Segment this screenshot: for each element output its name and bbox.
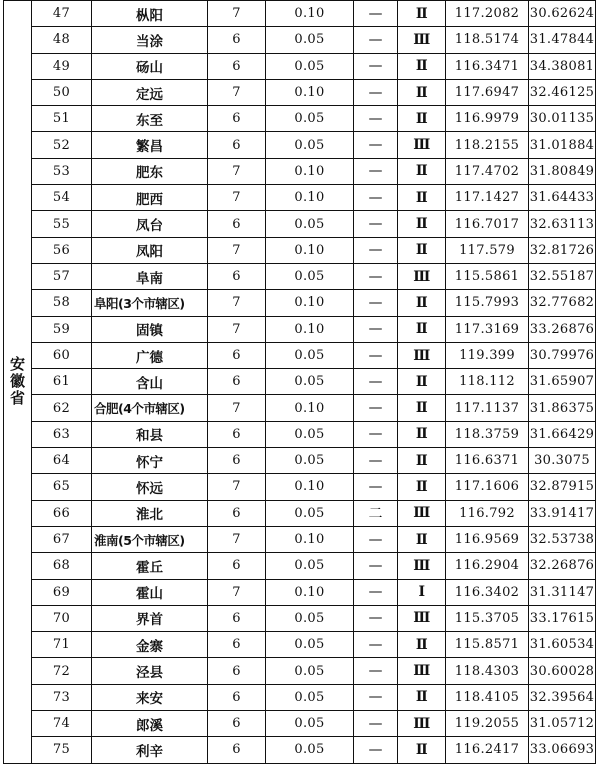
acceleration-cell: 0.05 bbox=[266, 500, 354, 526]
intensity-cell: 6 bbox=[208, 605, 266, 631]
county-name-cell: 淮北 bbox=[92, 500, 208, 526]
acceleration-cell: 0.05 bbox=[266, 605, 354, 631]
county-name-cell: 郎溪 bbox=[92, 711, 208, 737]
intensity-cell: 6 bbox=[208, 342, 266, 368]
design-group-cell: — bbox=[354, 27, 398, 53]
design-group-cell: — bbox=[354, 1, 398, 27]
acceleration-cell: 0.10 bbox=[266, 474, 354, 500]
intensity-cell: 7 bbox=[208, 526, 266, 552]
latitude-cell: 32.63113 bbox=[529, 211, 596, 237]
table-row bbox=[4, 526, 596, 552]
longitude-cell: 116.9569 bbox=[446, 526, 529, 552]
latitude-cell: 31.64433 bbox=[529, 185, 596, 211]
table-row bbox=[4, 237, 596, 263]
longitude-cell: 118.2155 bbox=[446, 132, 529, 158]
latitude-cell: 31.60534 bbox=[529, 632, 596, 658]
latitude-cell: 31.80849 bbox=[529, 158, 596, 184]
site-class-cell: Ⅱ bbox=[398, 185, 446, 211]
table-row bbox=[4, 500, 596, 526]
table-row bbox=[4, 263, 596, 289]
row-number-cell: 73 bbox=[32, 684, 92, 710]
latitude-cell: 30.01135 bbox=[529, 106, 596, 132]
county-name-cell: 肥西 bbox=[92, 185, 208, 211]
latitude-cell: 33.26876 bbox=[529, 316, 596, 342]
design-group-cell: — bbox=[354, 132, 398, 158]
row-number-cell: 56 bbox=[32, 237, 92, 263]
row-number-cell: 55 bbox=[32, 211, 92, 237]
table-row bbox=[4, 185, 596, 211]
row-number-cell: 51 bbox=[32, 106, 92, 132]
table-row bbox=[4, 553, 596, 579]
county-name-cell: 怀宁 bbox=[92, 448, 208, 474]
longitude-cell: 115.5861 bbox=[446, 263, 529, 289]
table-row bbox=[4, 448, 596, 474]
latitude-cell: 32.46125 bbox=[529, 79, 596, 105]
longitude-cell: 118.112 bbox=[446, 369, 529, 395]
site-class-cell: Ⅲ bbox=[398, 263, 446, 289]
longitude-cell: 117.1606 bbox=[446, 474, 529, 500]
design-group-cell: — bbox=[354, 421, 398, 447]
intensity-cell: 6 bbox=[208, 500, 266, 526]
table-row bbox=[4, 316, 596, 342]
site-class-cell: Ⅰ bbox=[398, 579, 446, 605]
latitude-cell: 30.3075 bbox=[529, 448, 596, 474]
site-class-cell: Ⅱ bbox=[398, 448, 446, 474]
latitude-cell: 31.31147 bbox=[529, 579, 596, 605]
acceleration-cell: 0.10 bbox=[266, 79, 354, 105]
design-group-cell: — bbox=[354, 605, 398, 631]
design-group-cell: — bbox=[354, 53, 398, 79]
row-number-cell: 68 bbox=[32, 553, 92, 579]
county-name-cell: 金寨 bbox=[92, 632, 208, 658]
county-name-cell: 利辛 bbox=[92, 737, 208, 763]
acceleration-cell: 0.10 bbox=[266, 395, 354, 421]
county-name-cell: 肥东 bbox=[92, 158, 208, 184]
latitude-cell: 31.66429 bbox=[529, 421, 596, 447]
county-name-cell: 和县 bbox=[92, 421, 208, 447]
site-class-cell: Ⅱ bbox=[398, 526, 446, 552]
design-group-cell: — bbox=[354, 553, 398, 579]
site-class-cell: Ⅱ bbox=[398, 79, 446, 105]
site-class-cell: Ⅲ bbox=[398, 658, 446, 684]
table-row bbox=[4, 53, 596, 79]
acceleration-cell: 0.10 bbox=[266, 290, 354, 316]
acceleration-cell: 0.10 bbox=[266, 526, 354, 552]
site-class-cell: Ⅱ bbox=[398, 290, 446, 316]
acceleration-cell: 0.05 bbox=[266, 211, 354, 237]
site-class-cell: Ⅲ bbox=[398, 553, 446, 579]
intensity-cell: 6 bbox=[208, 737, 266, 763]
row-number-cell: 52 bbox=[32, 132, 92, 158]
design-group-cell: — bbox=[354, 106, 398, 132]
site-class-cell: Ⅱ bbox=[398, 737, 446, 763]
latitude-cell: 32.81726 bbox=[529, 237, 596, 263]
intensity-cell: 6 bbox=[208, 658, 266, 684]
design-group-cell: — bbox=[354, 369, 398, 395]
latitude-cell: 31.65907 bbox=[529, 369, 596, 395]
site-class-cell: Ⅲ bbox=[398, 500, 446, 526]
acceleration-cell: 0.05 bbox=[266, 342, 354, 368]
acceleration-cell: 0.05 bbox=[266, 737, 354, 763]
intensity-cell: 7 bbox=[208, 290, 266, 316]
longitude-cell: 117.1137 bbox=[446, 395, 529, 421]
design-group-cell: — bbox=[354, 711, 398, 737]
county-name-cell: 东至 bbox=[92, 106, 208, 132]
county-name-cell: 广德 bbox=[92, 342, 208, 368]
longitude-cell: 117.579 bbox=[446, 237, 529, 263]
table-row bbox=[4, 658, 596, 684]
site-class-cell: Ⅱ bbox=[398, 369, 446, 395]
intensity-cell: 6 bbox=[208, 106, 266, 132]
site-class-cell: Ⅱ bbox=[398, 316, 446, 342]
longitude-cell: 116.2417 bbox=[446, 737, 529, 763]
row-number-cell: 62 bbox=[32, 395, 92, 421]
intensity-cell: 7 bbox=[208, 185, 266, 211]
intensity-cell: 6 bbox=[208, 632, 266, 658]
longitude-cell: 117.1427 bbox=[446, 185, 529, 211]
acceleration-cell: 0.10 bbox=[266, 158, 354, 184]
county-name-cell: 凤阳 bbox=[92, 237, 208, 263]
table-row bbox=[4, 106, 596, 132]
county-name-cell: 阜阳(3个市辖区) bbox=[92, 290, 208, 316]
acceleration-cell: 0.05 bbox=[266, 53, 354, 79]
site-class-cell: Ⅲ bbox=[398, 605, 446, 631]
latitude-cell: 32.77682 bbox=[529, 290, 596, 316]
design-group-cell: — bbox=[354, 395, 398, 421]
intensity-cell: 6 bbox=[208, 263, 266, 289]
design-group-cell: — bbox=[354, 526, 398, 552]
intensity-cell: 6 bbox=[208, 132, 266, 158]
intensity-cell: 6 bbox=[208, 211, 266, 237]
row-number-cell: 64 bbox=[32, 448, 92, 474]
longitude-cell: 116.3471 bbox=[446, 53, 529, 79]
acceleration-cell: 0.05 bbox=[266, 632, 354, 658]
site-class-cell: Ⅲ bbox=[398, 132, 446, 158]
longitude-cell: 116.7017 bbox=[446, 211, 529, 237]
site-class-cell: Ⅱ bbox=[398, 158, 446, 184]
longitude-cell: 118.4105 bbox=[446, 684, 529, 710]
longitude-cell: 118.3759 bbox=[446, 421, 529, 447]
design-group-cell: — bbox=[354, 684, 398, 710]
longitude-cell: 117.4702 bbox=[446, 158, 529, 184]
county-name-cell: 霍山 bbox=[92, 579, 208, 605]
row-number-cell: 58 bbox=[32, 290, 92, 316]
latitude-cell: 30.62624 bbox=[529, 1, 596, 27]
latitude-cell: 31.86375 bbox=[529, 395, 596, 421]
intensity-cell: 6 bbox=[208, 421, 266, 447]
table-row bbox=[4, 711, 596, 737]
row-number-cell: 48 bbox=[32, 27, 92, 53]
intensity-cell: 6 bbox=[208, 553, 266, 579]
design-group-cell: — bbox=[354, 342, 398, 368]
acceleration-cell: 0.10 bbox=[266, 237, 354, 263]
latitude-cell: 30.79976 bbox=[529, 342, 596, 368]
acceleration-cell: 0.05 bbox=[266, 132, 354, 158]
design-group-cell: — bbox=[354, 474, 398, 500]
county-name-cell: 界首 bbox=[92, 605, 208, 631]
latitude-cell: 32.26876 bbox=[529, 553, 596, 579]
longitude-cell: 115.7993 bbox=[446, 290, 529, 316]
row-number-cell: 57 bbox=[32, 263, 92, 289]
county-name-cell: 固镇 bbox=[92, 316, 208, 342]
site-class-cell: Ⅱ bbox=[398, 395, 446, 421]
row-number-cell: 72 bbox=[32, 658, 92, 684]
row-number-cell: 74 bbox=[32, 711, 92, 737]
county-name-cell: 合肥(4个市辖区) bbox=[92, 395, 208, 421]
table-row bbox=[4, 211, 596, 237]
county-name-cell: 含山 bbox=[92, 369, 208, 395]
longitude-cell: 116.6371 bbox=[446, 448, 529, 474]
design-group-cell: — bbox=[354, 579, 398, 605]
table-row bbox=[4, 290, 596, 316]
table-row bbox=[4, 605, 596, 631]
county-name-cell: 怀远 bbox=[92, 474, 208, 500]
table-row bbox=[4, 421, 596, 447]
site-class-cell: Ⅲ bbox=[398, 27, 446, 53]
intensity-cell: 7 bbox=[208, 1, 266, 27]
intensity-cell: 7 bbox=[208, 316, 266, 342]
acceleration-cell: 0.05 bbox=[266, 27, 354, 53]
site-class-cell: Ⅱ bbox=[398, 53, 446, 79]
row-number-cell: 53 bbox=[32, 158, 92, 184]
county-name-cell: 来安 bbox=[92, 684, 208, 710]
site-class-cell: Ⅱ bbox=[398, 684, 446, 710]
acceleration-cell: 0.05 bbox=[266, 658, 354, 684]
acceleration-cell: 0.10 bbox=[266, 1, 354, 27]
table-row bbox=[4, 395, 596, 421]
province-label: 安徽省 bbox=[9, 354, 25, 408]
row-number-cell: 65 bbox=[32, 474, 92, 500]
latitude-cell: 33.17615 bbox=[529, 605, 596, 631]
intensity-cell: 7 bbox=[208, 579, 266, 605]
row-number-cell: 71 bbox=[32, 632, 92, 658]
table-row bbox=[4, 474, 596, 500]
site-class-cell: Ⅱ bbox=[398, 632, 446, 658]
data-table bbox=[3, 0, 596, 764]
longitude-cell: 116.2904 bbox=[446, 553, 529, 579]
longitude-cell: 115.3705 bbox=[446, 605, 529, 631]
design-group-cell: — bbox=[354, 158, 398, 184]
intensity-cell: 7 bbox=[208, 79, 266, 105]
design-group-cell: — bbox=[354, 448, 398, 474]
site-class-cell: Ⅲ bbox=[398, 342, 446, 368]
table-row bbox=[4, 684, 596, 710]
longitude-cell: 116.3402 bbox=[446, 579, 529, 605]
design-group-cell: — bbox=[354, 211, 398, 237]
intensity-cell: 6 bbox=[208, 53, 266, 79]
longitude-cell: 117.6947 bbox=[446, 79, 529, 105]
acceleration-cell: 0.05 bbox=[266, 263, 354, 289]
acceleration-cell: 0.05 bbox=[266, 711, 354, 737]
row-number-cell: 60 bbox=[32, 342, 92, 368]
site-class-cell: Ⅱ bbox=[398, 106, 446, 132]
row-number-cell: 47 bbox=[32, 1, 92, 27]
county-name-cell: 繁昌 bbox=[92, 132, 208, 158]
intensity-cell: 6 bbox=[208, 684, 266, 710]
latitude-cell: 32.55187 bbox=[529, 263, 596, 289]
longitude-cell: 118.4303 bbox=[446, 658, 529, 684]
intensity-cell: 6 bbox=[208, 27, 266, 53]
latitude-cell: 32.87915 bbox=[529, 474, 596, 500]
site-class-cell: Ⅱ bbox=[398, 237, 446, 263]
design-group-cell: — bbox=[354, 290, 398, 316]
row-number-cell: 70 bbox=[32, 605, 92, 631]
acceleration-cell: 0.10 bbox=[266, 316, 354, 342]
row-number-cell: 69 bbox=[32, 579, 92, 605]
acceleration-cell: 0.05 bbox=[266, 684, 354, 710]
province-cell bbox=[4, 1, 32, 764]
acceleration-cell: 0.05 bbox=[266, 421, 354, 447]
county-name-cell: 凤台 bbox=[92, 211, 208, 237]
row-number-cell: 63 bbox=[32, 421, 92, 447]
county-name-cell: 泾县 bbox=[92, 658, 208, 684]
county-name-cell: 阜南 bbox=[92, 263, 208, 289]
site-class-cell: Ⅱ bbox=[398, 1, 446, 27]
latitude-cell: 30.60028 bbox=[529, 658, 596, 684]
longitude-cell: 115.8571 bbox=[446, 632, 529, 658]
intensity-cell: 6 bbox=[208, 369, 266, 395]
latitude-cell: 31.05712 bbox=[529, 711, 596, 737]
site-class-cell: Ⅱ bbox=[398, 211, 446, 237]
table-row bbox=[4, 1, 596, 27]
county-name-cell: 当涂 bbox=[92, 27, 208, 53]
intensity-cell: 7 bbox=[208, 158, 266, 184]
acceleration-cell: 0.05 bbox=[266, 553, 354, 579]
acceleration-cell: 0.05 bbox=[266, 106, 354, 132]
table-row bbox=[4, 579, 596, 605]
table-row bbox=[4, 79, 596, 105]
table-body bbox=[4, 1, 596, 764]
site-class-cell: Ⅱ bbox=[398, 421, 446, 447]
site-class-cell: Ⅱ bbox=[398, 474, 446, 500]
design-group-cell: — bbox=[354, 79, 398, 105]
row-number-cell: 75 bbox=[32, 737, 92, 763]
row-number-cell: 54 bbox=[32, 185, 92, 211]
seismic-parameter-table bbox=[3, 0, 595, 764]
design-group-cell: — bbox=[354, 658, 398, 684]
county-name-cell: 定远 bbox=[92, 79, 208, 105]
row-number-cell: 59 bbox=[32, 316, 92, 342]
row-number-cell: 49 bbox=[32, 53, 92, 79]
longitude-cell: 118.5174 bbox=[446, 27, 529, 53]
table-row bbox=[4, 737, 596, 763]
latitude-cell: 33.91417 bbox=[529, 500, 596, 526]
intensity-cell: 7 bbox=[208, 237, 266, 263]
intensity-cell: 7 bbox=[208, 474, 266, 500]
latitude-cell: 32.53738 bbox=[529, 526, 596, 552]
longitude-cell: 117.2082 bbox=[446, 1, 529, 27]
latitude-cell: 34.38081 bbox=[529, 53, 596, 79]
table-row bbox=[4, 27, 596, 53]
row-number-cell: 61 bbox=[32, 369, 92, 395]
longitude-cell: 116.792 bbox=[446, 500, 529, 526]
longitude-cell: 116.9979 bbox=[446, 106, 529, 132]
table-row bbox=[4, 632, 596, 658]
acceleration-cell: 0.10 bbox=[266, 185, 354, 211]
acceleration-cell: 0.05 bbox=[266, 369, 354, 395]
table-row bbox=[4, 158, 596, 184]
design-group-cell: — bbox=[354, 237, 398, 263]
table-row bbox=[4, 369, 596, 395]
intensity-cell: 7 bbox=[208, 395, 266, 421]
table-row bbox=[4, 342, 596, 368]
latitude-cell: 33.06693 bbox=[529, 737, 596, 763]
county-name-cell: 淮南(5个市辖区) bbox=[92, 526, 208, 552]
county-name-cell: 枞阳 bbox=[92, 1, 208, 27]
row-number-cell: 66 bbox=[32, 500, 92, 526]
intensity-cell: 6 bbox=[208, 448, 266, 474]
design-group-cell: 二 bbox=[354, 500, 398, 526]
county-name-cell: 霍丘 bbox=[92, 553, 208, 579]
county-name-cell: 砀山 bbox=[92, 53, 208, 79]
latitude-cell: 31.47844 bbox=[529, 27, 596, 53]
acceleration-cell: 0.10 bbox=[266, 579, 354, 605]
design-group-cell: — bbox=[354, 737, 398, 763]
longitude-cell: 119.2055 bbox=[446, 711, 529, 737]
site-class-cell: Ⅲ bbox=[398, 711, 446, 737]
row-number-cell: 50 bbox=[32, 79, 92, 105]
latitude-cell: 32.39564 bbox=[529, 684, 596, 710]
latitude-cell: 31.01884 bbox=[529, 132, 596, 158]
design-group-cell: — bbox=[354, 185, 398, 211]
row-number-cell: 67 bbox=[32, 526, 92, 552]
design-group-cell: — bbox=[354, 632, 398, 658]
longitude-cell: 117.3169 bbox=[446, 316, 529, 342]
longitude-cell: 119.399 bbox=[446, 342, 529, 368]
acceleration-cell: 0.05 bbox=[266, 448, 354, 474]
intensity-cell: 6 bbox=[208, 711, 266, 737]
design-group-cell: — bbox=[354, 263, 398, 289]
design-group-cell: — bbox=[354, 316, 398, 342]
table-row bbox=[4, 132, 596, 158]
